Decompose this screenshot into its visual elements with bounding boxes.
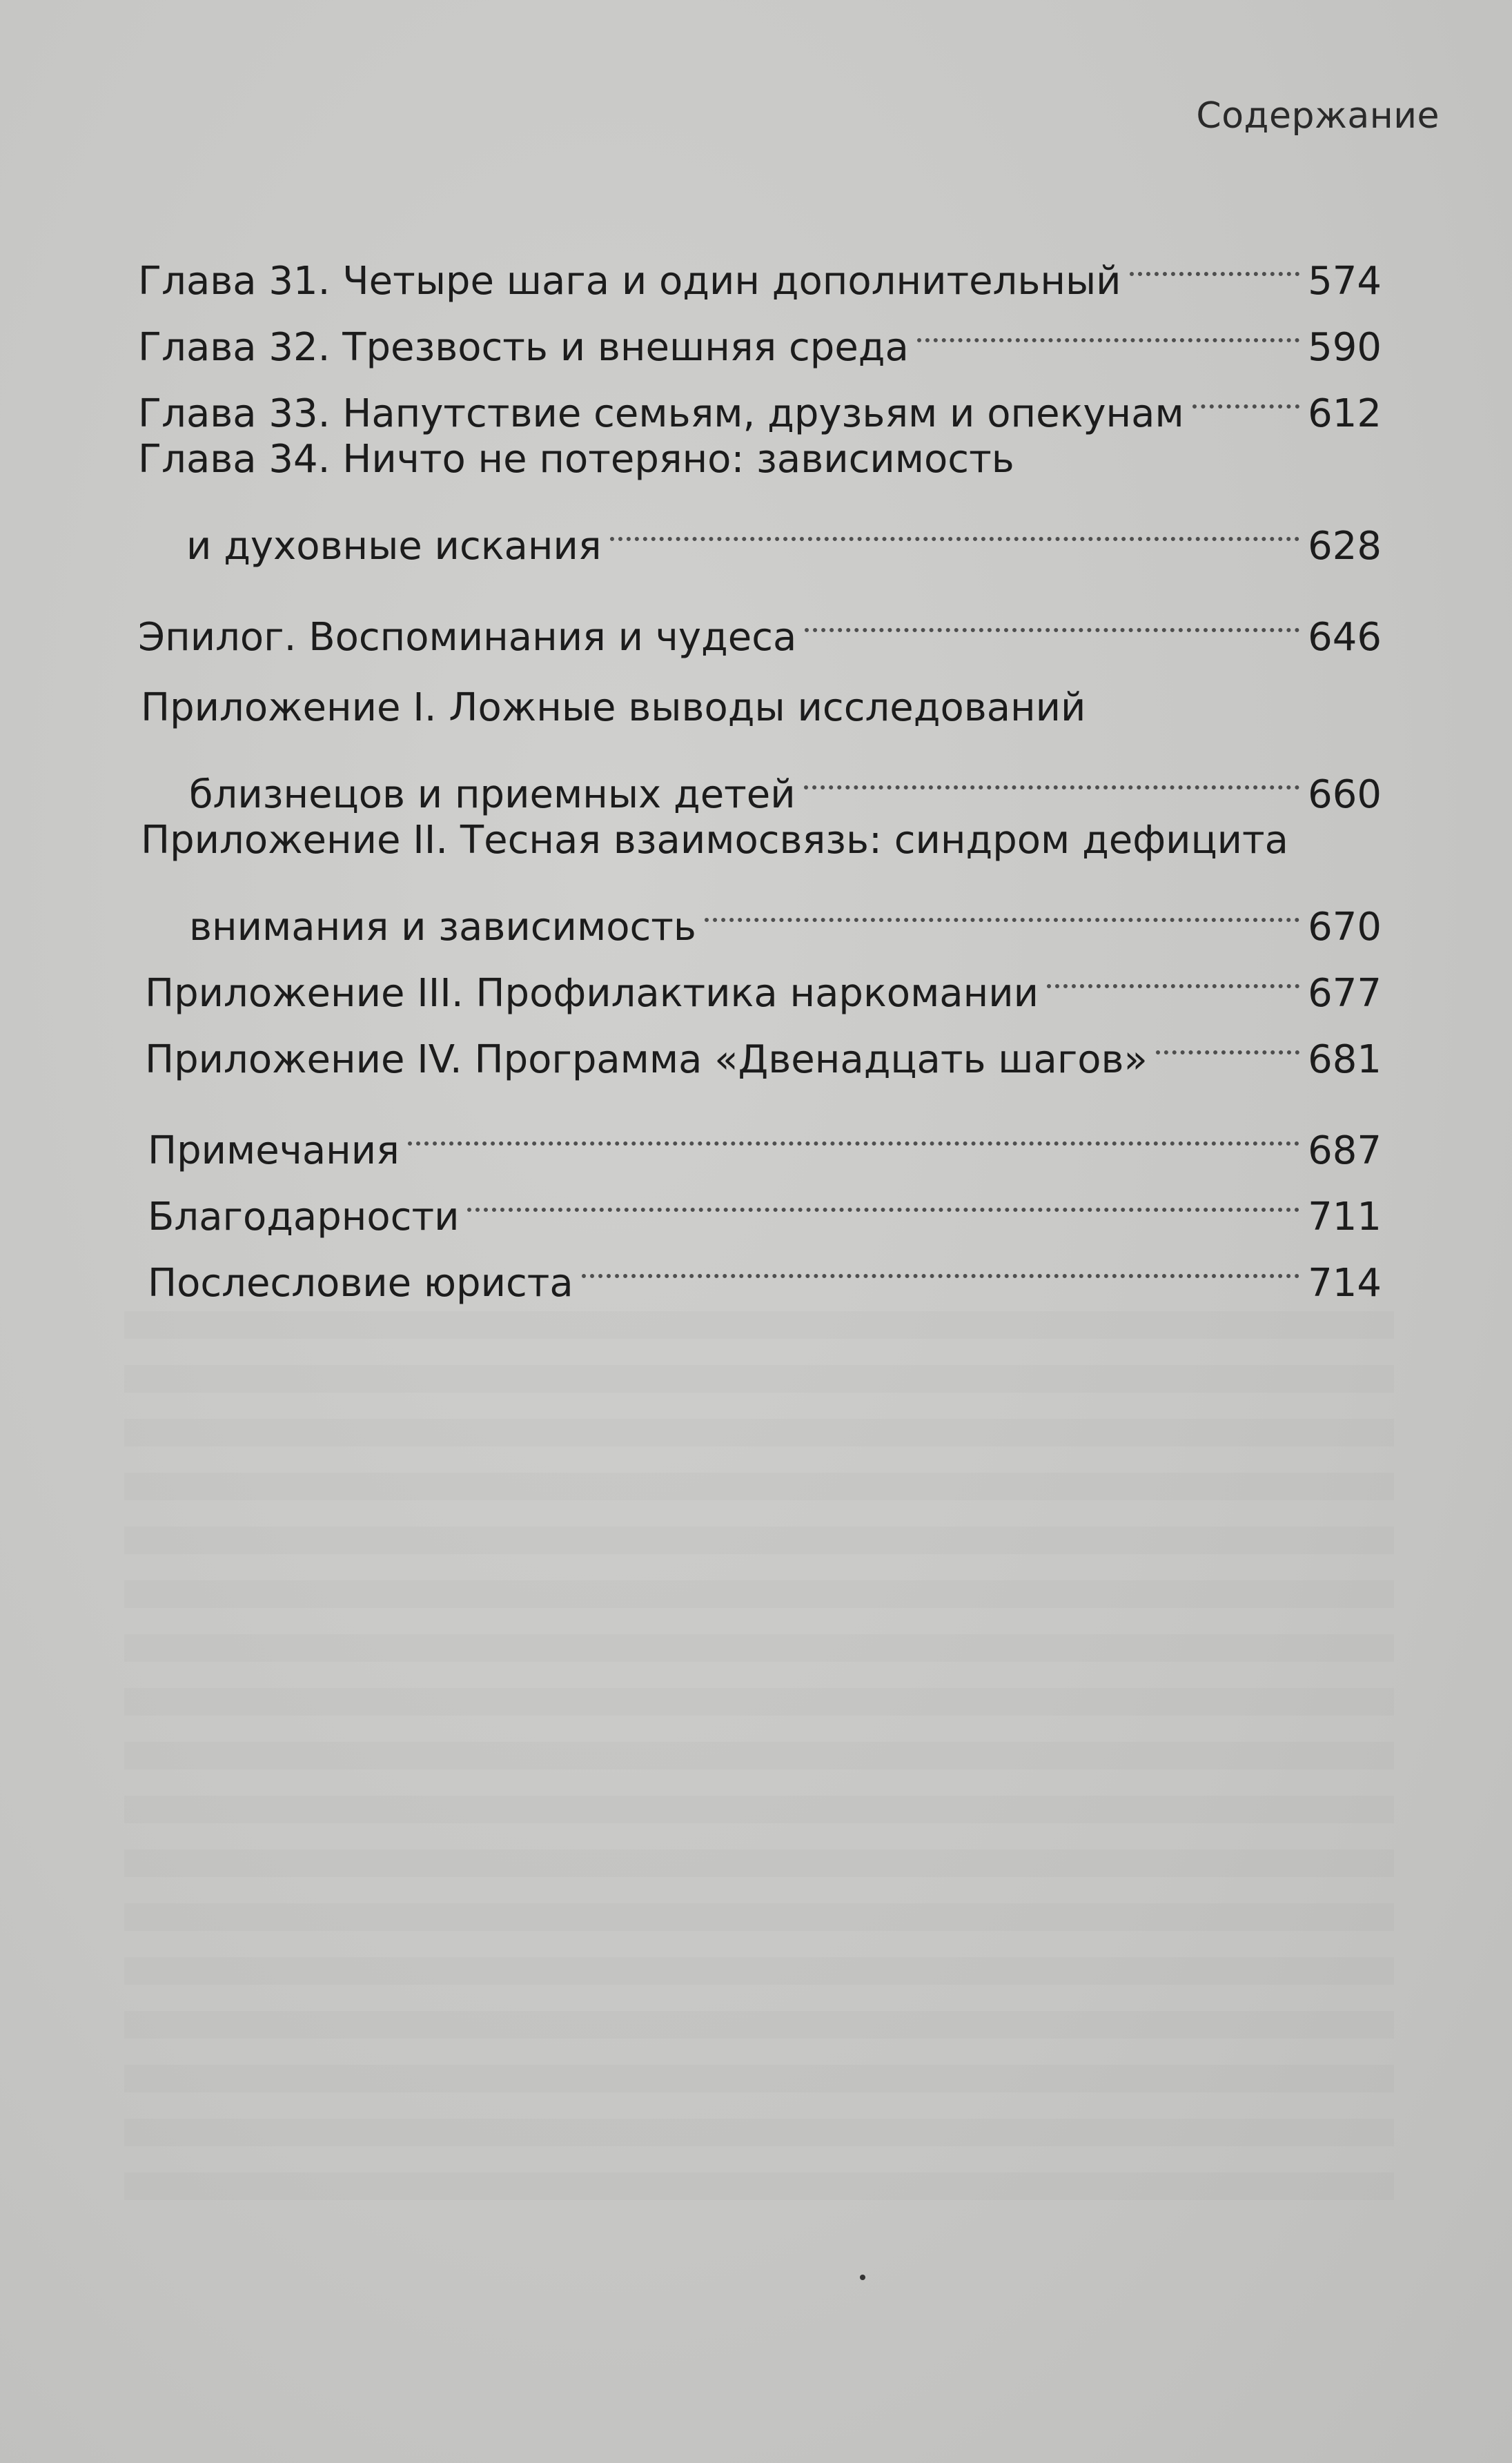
toc-page-number: 687 bbox=[1308, 1128, 1382, 1173]
toc-entry-notes[interactable] bbox=[138, 1097, 1382, 1173]
toc-entry-title: Глава 33. Напутствие семьям, друзьям и опекунам bbox=[138, 391, 1184, 436]
bleed-through-text bbox=[124, 1311, 1394, 2208]
running-head: Содержание bbox=[1196, 95, 1440, 137]
toc-entry-title: Глава 32. Трезвость и внешняя среда bbox=[138, 325, 909, 370]
dot-leader bbox=[804, 741, 1300, 807]
toc-entry-title: Глава 34. Ничто не потеряно: зависимость bbox=[138, 437, 1014, 482]
toc-entry-chapter-32[interactable] bbox=[138, 294, 1382, 370]
dot-leader bbox=[1130, 228, 1300, 294]
dot-leader bbox=[805, 584, 1299, 650]
toc-entry-chapter-31[interactable] bbox=[138, 228, 1382, 304]
toc-entry-title: Приложение II. Тесная взаимосвязь: синдром дефицита bbox=[141, 818, 1288, 863]
toc-entry-appendix-2[interactable] bbox=[138, 807, 1382, 950]
dot-leader bbox=[408, 1097, 1299, 1164]
toc-entry-epilogue[interactable] bbox=[138, 584, 1382, 660]
toc-page-number: 677 bbox=[1308, 971, 1382, 1016]
toc-entry-appendix-1[interactable] bbox=[138, 675, 1382, 817]
toc-entry-title: Благодарности bbox=[148, 1195, 460, 1239]
toc-entry-title: Приложение III. Профилактика наркомании bbox=[145, 971, 1039, 1016]
toc-entry-appendix-3[interactable] bbox=[138, 940, 1382, 1016]
dot-leader bbox=[1156, 1006, 1299, 1072]
toc-entry-acknowledgements[interactable] bbox=[138, 1164, 1382, 1239]
toc-entry-chapter-33[interactable] bbox=[138, 360, 1382, 436]
dot-leader bbox=[610, 493, 1300, 559]
toc-entry-title-continued: близнецов и приемных детей bbox=[189, 772, 796, 817]
toc-entry-appendix-4[interactable] bbox=[138, 1006, 1382, 1082]
toc-page-number: 711 bbox=[1308, 1195, 1382, 1239]
toc-page-number: 660 bbox=[1308, 772, 1382, 817]
toc-entry-title-continued: внимания и зависимость bbox=[189, 905, 696, 950]
ink-speck bbox=[860, 2275, 865, 2280]
toc-entry-title: Примечания bbox=[148, 1128, 400, 1173]
dot-leader bbox=[1192, 360, 1299, 426]
table-of-contents bbox=[138, 228, 1382, 1306]
toc-entry-chapter-34[interactable] bbox=[138, 426, 1382, 569]
toc-page-number: 574 bbox=[1308, 259, 1382, 304]
dot-leader bbox=[1047, 940, 1299, 1006]
toc-page-number: 646 bbox=[1308, 615, 1382, 660]
toc-page-number: 590 bbox=[1308, 325, 1382, 370]
toc-page-number: 714 bbox=[1308, 1261, 1382, 1306]
toc-entry-title: Эпилог. Воспоминания и чудеса bbox=[138, 615, 797, 660]
toc-page-number: 670 bbox=[1308, 905, 1382, 950]
toc-entry-title: Приложение I. Ложные выводы исследований bbox=[141, 685, 1086, 730]
toc-page-number: 681 bbox=[1308, 1037, 1382, 1082]
dot-leader bbox=[582, 1230, 1299, 1296]
toc-page-number: 612 bbox=[1308, 391, 1382, 436]
toc-entry-title: Глава 31. Четыре шага и один дополнительный bbox=[138, 259, 1121, 304]
toc-page-number: 628 bbox=[1308, 524, 1382, 569]
toc-entry-title-continued: и духовные искания bbox=[186, 524, 602, 569]
toc-entry-lawyer-afterword[interactable] bbox=[138, 1230, 1382, 1306]
dot-leader bbox=[467, 1164, 1299, 1230]
toc-entry-title: Послесловие юриста bbox=[148, 1261, 573, 1306]
dot-leader bbox=[705, 874, 1299, 940]
dot-leader bbox=[917, 294, 1299, 360]
toc-entry-title: Приложение IV. Программа «Двенадцать шагов» bbox=[145, 1037, 1148, 1082]
